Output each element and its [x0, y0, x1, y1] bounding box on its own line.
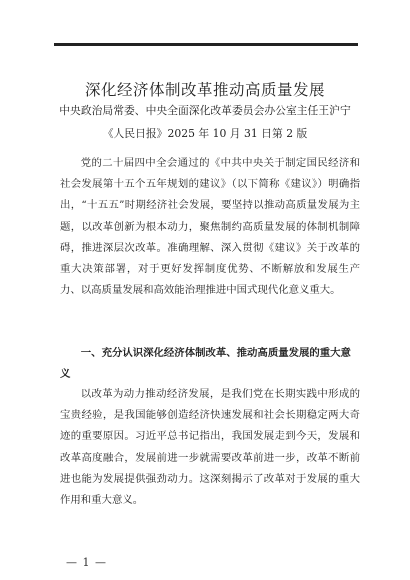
paragraph-body: 以改革为动力推动经济发展，是我们党在长期实践中形成的宝贵经验，是我国能够创造经济快速发展和社会长期稳定两大奇迹的重要原因。习近平总书记指出，我国发展走到今天，发展和改革高度融合，发展前进一步就需要改革前进一步，改革不断前进也能为发展提供强劲动力。这深刻揭示了改革对于发展的重大作用和重大意义。 — [60, 388, 360, 507]
section-heading: 一、充分认识深化经济体制改革、推动高质量发展的重大意义 — [60, 347, 351, 381]
document-title: 深化经济体制改革推动高质量发展 — [84, 81, 325, 99]
source-line: 《人民日报》2025 年 10 月 31 日第 2 版 — [102, 127, 308, 140]
paragraph-intro: 党的二十届四中全会通过的《中共中央关于制定国民经济和社会发展第十五个五年规划的建议》（以下简称《建议》）明确指出，“十五五”时期经济社会发展，要坚持以推动高质量发展为主题，以改革创新为根本动力，聚焦制约高质量发展的体制机制障碍，推进深层次改革。准确理解、深入贯彻《建议》关于改革的重大决策部署，对于更好发挥制度优势、不断解放和发展生产力、以高质量发展和高效能治理推进中国式现代化意义重大。 — [60, 157, 360, 297]
header-rule — [54, 43, 358, 46]
author-line: 中央政治局常委、中央全面深化改革委员会办公室主任王沪宁 — [59, 104, 351, 117]
page-number: — 1 — — [66, 556, 107, 569]
